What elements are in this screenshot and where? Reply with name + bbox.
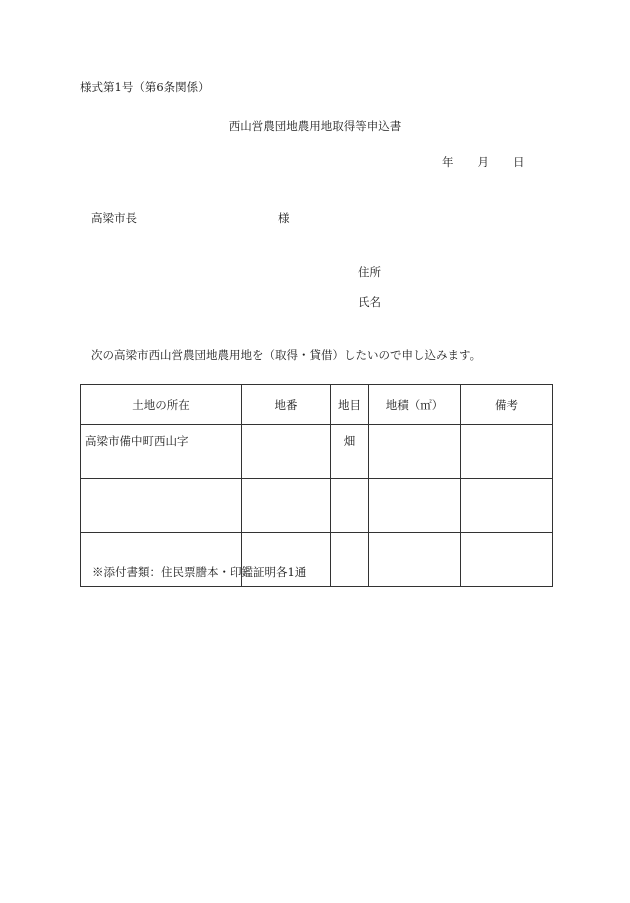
document-title: 西山営農団地農用地取得等申込書: [228, 119, 402, 133]
applicant-address-label: 住所: [358, 265, 381, 279]
header-remarks: 備考: [461, 385, 553, 425]
cell-remarks[interactable]: [461, 533, 553, 587]
cell-location[interactable]: [81, 479, 242, 533]
cell-lot-number[interactable]: [242, 425, 331, 479]
land-table: [80, 384, 553, 587]
cell-area[interactable]: [369, 479, 461, 533]
date-line: [442, 157, 525, 169]
header-location: 土地の所在: [81, 385, 242, 425]
form-number: 様式第1号（第6条関係）: [80, 80, 210, 94]
cell-lot-number[interactable]: [242, 479, 331, 533]
table-row: [81, 479, 553, 533]
date-month-label: 月: [477, 155, 489, 169]
addressee-honorific: 様: [278, 211, 290, 225]
header-lot-number: 地番: [242, 385, 331, 425]
cell-land-category[interactable]: [331, 533, 369, 587]
cell-area[interactable]: [369, 425, 461, 479]
cell-land-category[interactable]: 畑: [331, 425, 369, 479]
table-header-row: [81, 385, 553, 425]
header-area: 地積（㎡）: [369, 385, 461, 425]
applicant-name-label: 氏名: [358, 295, 381, 309]
table-row: [81, 425, 553, 479]
header-land-category: 地目: [331, 385, 369, 425]
cell-remarks[interactable]: [461, 479, 553, 533]
addressee-name: 高梁市長: [91, 211, 137, 225]
attachments-note: ※添付書類：住民票謄本・印鑑証明各1通: [92, 565, 307, 579]
cell-location[interactable]: 高梁市備中町西山字: [81, 425, 242, 479]
application-statement: 次の高梁市西山営農団地農用地を（取得・貸借）したいので申し込みます。: [91, 348, 482, 362]
cell-remarks[interactable]: [461, 425, 553, 479]
cell-land-category[interactable]: [331, 479, 369, 533]
date-year-label: 年: [442, 155, 454, 169]
cell-area[interactable]: [369, 533, 461, 587]
date-day-label: 日: [513, 155, 525, 169]
